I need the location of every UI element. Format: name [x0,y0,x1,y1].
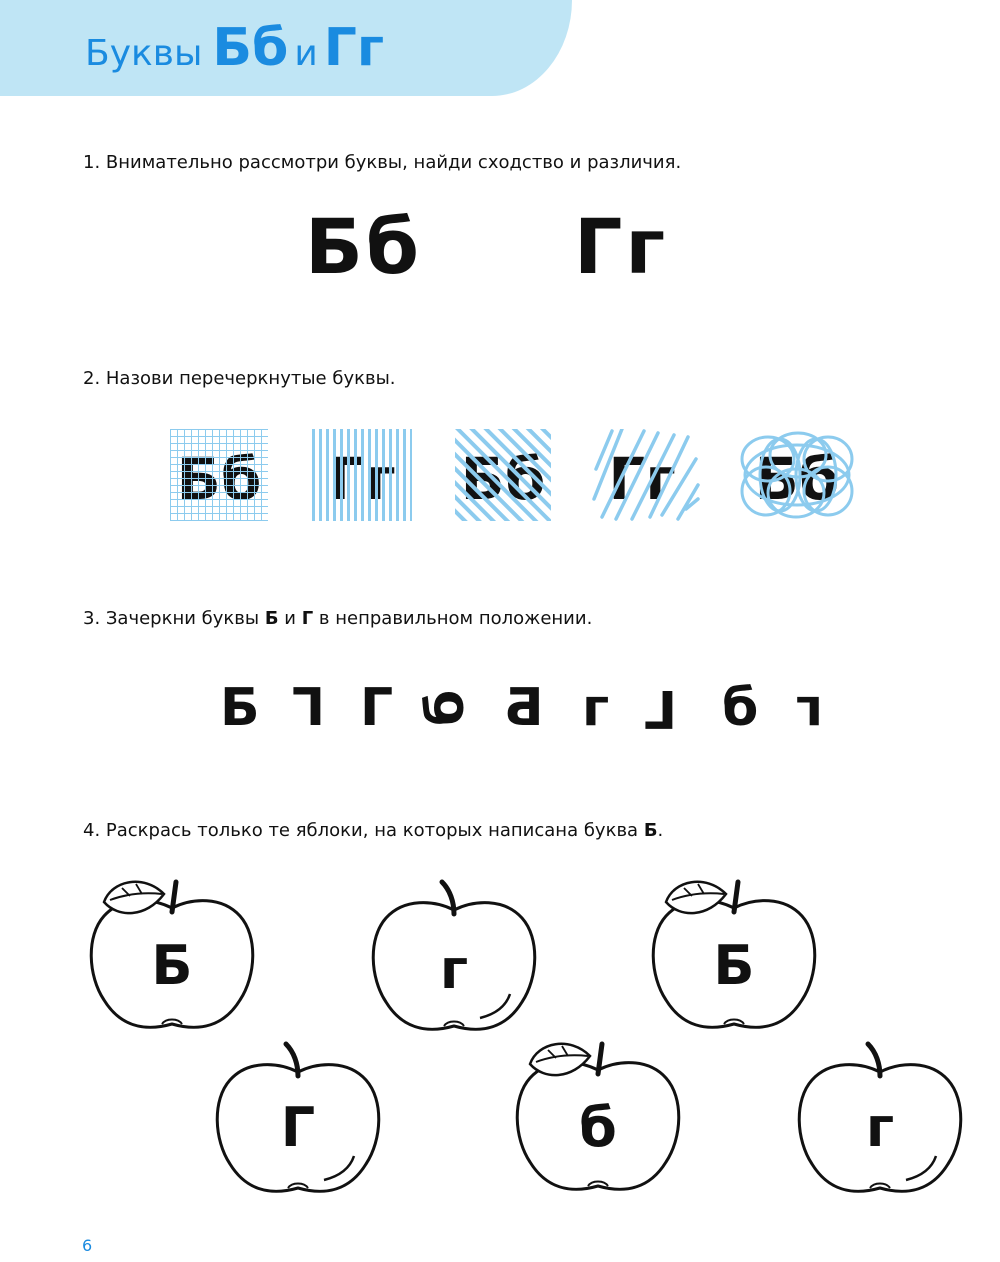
task4-instruction [83,820,663,841]
task4-text-before: 4. Раскрась только те яблоки, на которых написана буква [83,820,644,841]
apple-6-letter: г [865,1096,895,1159]
glyph-g-upside-down[interactable]: Г [644,678,678,738]
task3-letter-g: Г [301,608,314,629]
task1-pair-g: Гг [574,202,669,291]
task3-instruction [83,608,592,629]
glyph-g-mirrored[interactable]: Г [292,678,326,738]
crossed-box-4-text: Гг [608,445,676,513]
apple-1-letter: Б [151,934,193,997]
apple-1[interactable] [82,872,262,1042]
title-and: и [294,33,318,74]
apple-5[interactable] [508,1034,688,1204]
page-number: 6 [82,1236,93,1255]
crossed-box-3[interactable] [455,429,551,521]
apple-5-letter: б [579,1096,617,1159]
task1-instruction: 1. Внимательно рассмотри буквы, найди сходство и различия. [83,152,682,173]
title-letter-g: Гг [323,18,385,78]
glyph-b-mirrored[interactable]: Б [504,678,544,738]
glyph-b-normal[interactable]: Б [220,678,260,738]
apple-3[interactable] [644,872,824,1042]
page-title [85,18,390,78]
task3-text-before: 3. Зачеркни буквы [83,608,265,629]
apple-4[interactable] [208,1040,388,1204]
crossed-box-4[interactable] [592,429,700,521]
apple-6[interactable] [790,1040,970,1204]
title-word: Буквы [85,33,203,74]
task4-text-after: . [657,820,664,841]
crossed-box-5[interactable] [740,429,854,521]
glyph-g-small[interactable]: г [582,678,610,738]
apple-2[interactable] [364,878,544,1042]
task1-pair-b: Бб [305,202,422,291]
crossed-box-2[interactable] [312,429,412,521]
task3-text-after: в неправильном положении. [313,608,593,629]
task4-letter: Б [643,820,658,841]
apple-3-letter: Б [713,934,755,997]
task3-text-and: и [278,608,302,629]
title-letter-b: Бб [212,18,289,78]
glyph-b-rotated[interactable]: б [416,689,477,727]
apple-2-letter: г [439,938,469,1001]
task2-instruction: 2. Назови перечеркнутые буквы. [83,368,396,389]
crossed-box-1[interactable] [170,429,268,521]
crossed-box-5-text: Бб [754,445,840,513]
task3-letter-b: Б [264,608,279,629]
glyph-b-small[interactable]: б [722,678,759,738]
glyph-g-small-mirrored[interactable]: г [796,678,824,738]
glyph-g-normal[interactable]: Г [360,678,394,738]
apple-4-letter: Г [280,1096,316,1159]
task3-letter-row [200,678,840,738]
